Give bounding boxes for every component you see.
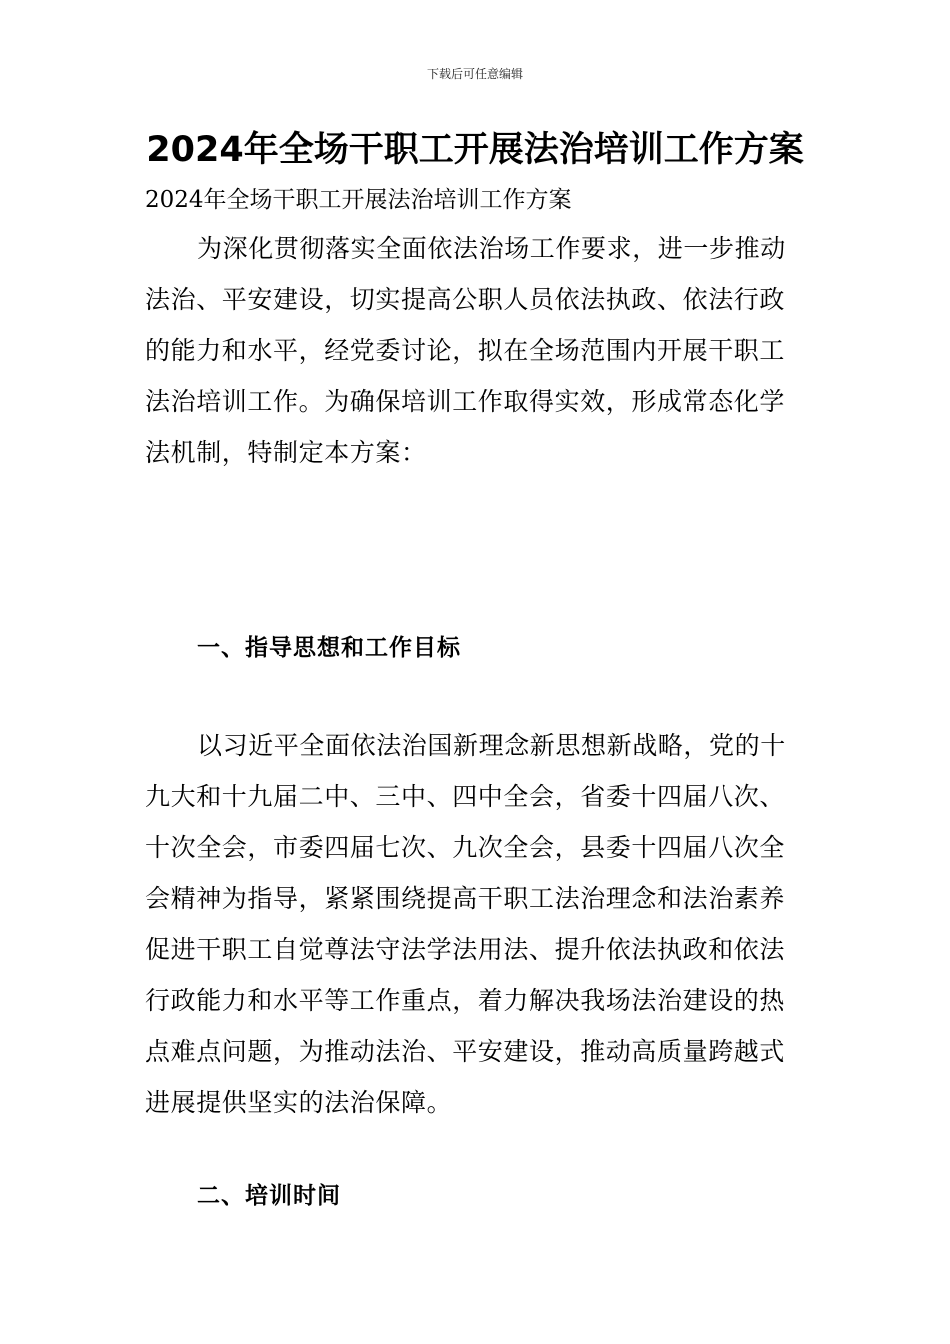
document-subtitle: 2024年全场干职工开展法治培训工作方案: [145, 187, 572, 213]
document-title: 2024年全场干职工开展法治培训工作方案: [146, 130, 804, 170]
section-heading-training-time: 二、培训时间: [197, 1182, 341, 1209]
header-note: 下载后可任意编辑: [426, 67, 523, 81]
section-heading-guiding-principles: 一、指导思想和工作目标: [197, 634, 461, 661]
section-paragraph-guiding-principles: 以习近平全面依法治国新理念新思想新战略，党的十九大和十九届二中、三中、四中全会，省委十四届八次、十次全会，市委四届七次、九次全会，县委十四届八次全会精神为指导，紧紧围绕提高干职工法治理念和法治素养促进干职工自觉尊法守法学法用法、提升依法执政和依法行政能力和水平等工作重点，着力解决我场法治建设的热点难点问题，为推动法治、平安建设，推动高质量跨越式进展提供坚实的法治保障。: [145, 731, 786, 1117]
intro-paragraph: 为深化贯彻落实全面依法治场工作要求，进一步推动法治、平安建设，切实提高公职人员依法执政、依法行政的能力和水平，经党委讨论，拟在全场范围内开展干职工法治培训工作。为确保培训工作取得实效，形成常态化学法机制，特制定本方案：: [145, 234, 786, 467]
